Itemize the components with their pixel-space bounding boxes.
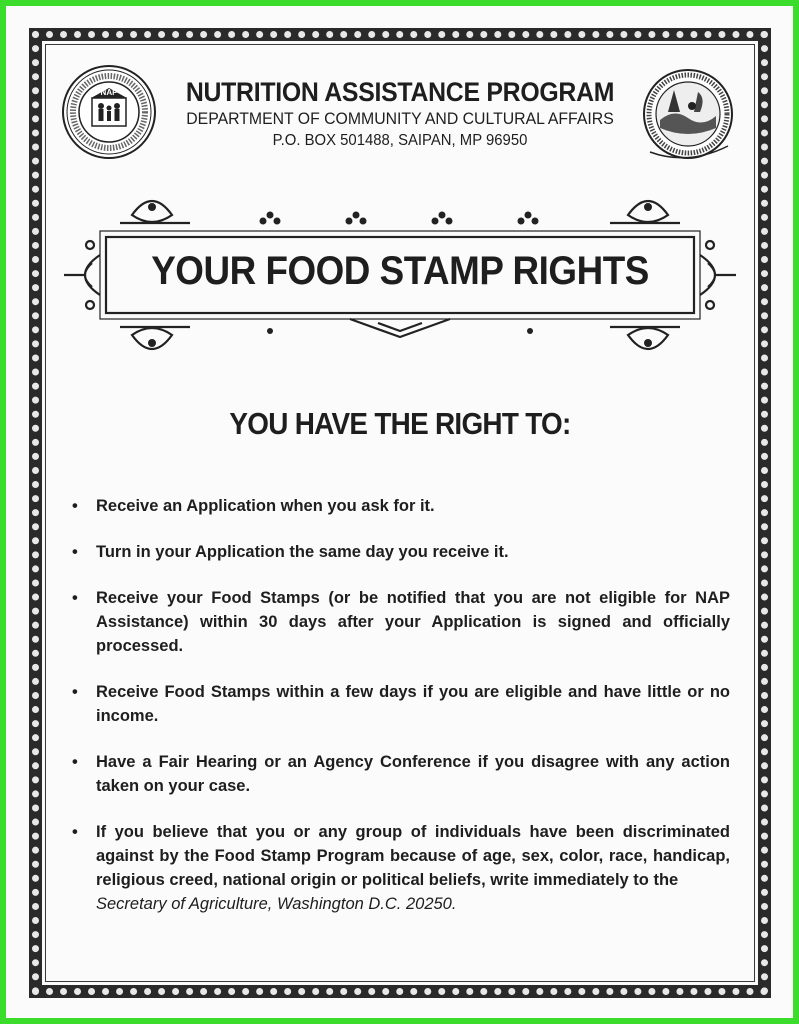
bullet: • (72, 589, 78, 607)
right-text: Receive an Application when you ask for it. (96, 497, 435, 515)
list-item (66, 750, 730, 798)
list-item (66, 820, 730, 916)
mailing-address: P.O. BOX 501488, SAIPAN, MP 96950 (272, 132, 528, 149)
department-name: DEPARTMENT OF COMMUNITY AND CULTURAL AFFAIRS (186, 109, 614, 128)
svg-text:NAP: NAP (100, 88, 118, 97)
bullet: • (72, 543, 78, 561)
rights-heading: YOU HAVE THE RIGHT TO: (229, 406, 571, 441)
right-text: Have a Fair Hearing or an Agency Conference if you disagree with any action taken on your case. (96, 753, 730, 795)
right-text: Receive your Food Stamps (or be notified that you are not eligible for NAP Assistance) within 30 days after your Application is signed and officially processed. (96, 589, 730, 655)
right-text: If you believe that you or any group of individuals have been discriminated against by the Food Stamp Program because of age, sex, color, race, handicap, religious creed, national origin or political beliefs, write immediately to the (96, 823, 730, 889)
bullet: • (72, 753, 78, 771)
list-item (66, 494, 730, 518)
right-text: Turn in your Application the same day you receive it. (96, 543, 509, 561)
list-item (66, 680, 730, 728)
rights-list (66, 494, 730, 938)
bullet: • (72, 823, 78, 841)
bullet: • (72, 683, 78, 701)
contact-address: Secretary of Agriculture, Washington D.C. 20250. (96, 895, 457, 913)
organization-title: NUTRITION ASSISTANCE PROGRAM (185, 77, 615, 107)
list-item (66, 586, 730, 658)
bullet: • (72, 497, 78, 515)
dcca-seal-icon (640, 68, 736, 164)
header (150, 76, 650, 152)
banner-title: YOUR FOOD STAMP RIGHTS (151, 249, 649, 293)
list-item (66, 540, 730, 564)
right-text: Receive Food Stamps within a few days if you are eligible and have little or no income. (96, 683, 730, 725)
nap-seal-icon (61, 64, 157, 160)
